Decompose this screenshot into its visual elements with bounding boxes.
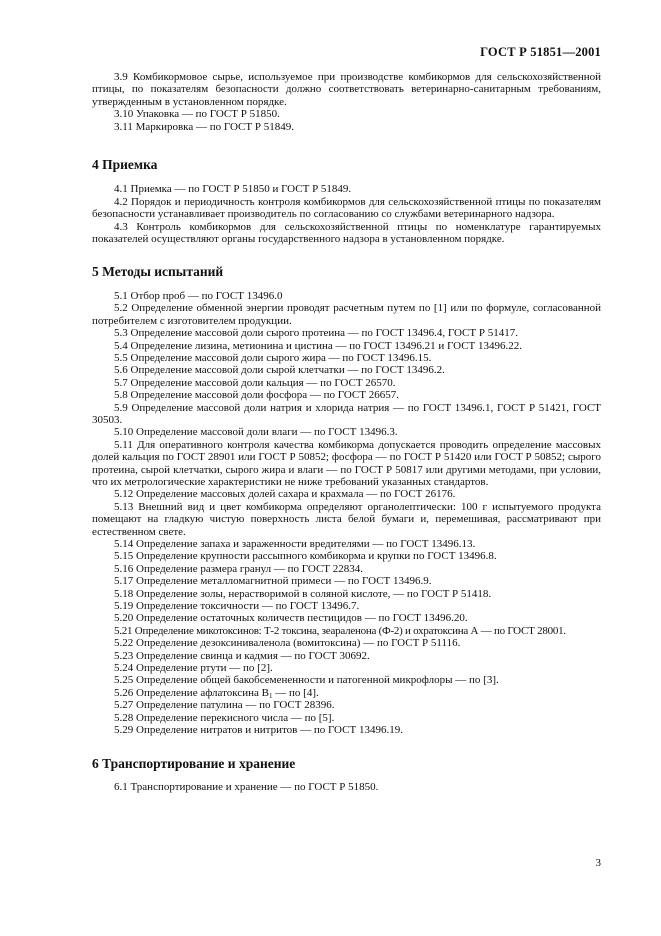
clause-5-17: 5.17 Определение металломагнитной примеси — по ГОСТ 13496.9. [114,575,432,588]
clause-5-25: 5.25 Определение общей бакобсемененности и патогенной микрофлоры — по [3]. [114,674,499,687]
clause-5-18: 5.18 Определение золы, нерастворимой в соляной кислоте, — по ГОСТ Р 51418. [114,587,492,600]
document-body [92,71,601,793]
section-6-title: 6 Транспортирование и хранение [92,755,296,771]
clause-5-12: 5.12 Определение массовых долей сахара и крахмала — по ГОСТ 26176. [114,488,456,501]
clause-5-26-ref: — по [4]. [272,686,319,699]
clause-5-21: 5.21 Определение микотоксинов: Т-2 токсина, зеараленона (Ф-2) и охратоксина А — по ГОСТ 28001. [114,624,566,637]
clause-5-10: 5.10 Определение массовой доли влаги — по ГОСТ 13496.3. [114,426,398,439]
page-header-standard: ГОСТ Р 51851—2001 [480,45,601,59]
clause-6-1: 6.1 Транспортирование и хранение — по ГОСТ Р 51850. [114,780,379,793]
clause-5-8: 5.8 Определение массовой доли фосфора — по ГОСТ 26657. [114,389,399,402]
clause-5-24: 5.24 Определение ртути — по [2]. [114,662,273,675]
page-number: 3 [595,857,601,869]
section-5-title: 5 Методы испытаний [92,264,224,280]
clause-5-26 [92,687,601,699]
clause-5-16: 5.16 Определение размера гранул — по ГОСТ 22834. [114,562,364,575]
clause-5-22: 5.22 Определение дезоксиниваленола (вомитоксина) — по ГОСТ Р 51116. [114,637,461,650]
clause-5-19: 5.19 Определение токсичности — по ГОСТ 13496.7. [114,600,360,613]
clause-4-3: 4.3 Контроль комбикормов для сельскохозяйственной птицы по номенклатуре гарантируемых показателей осуществляют органы государственного надзора в установленном порядке. [92,220,601,246]
clause-5-14: 5.14 Определение запаха и зараженности вредителями — по ГОСТ 13496.13. [114,538,476,550]
clause-3-10: 3.10 Упаковка — по ГОСТ Р 51850. [114,108,280,121]
clause-5-9: 5.9 Определение массовой доли натрия и хлорида натрия — по ГОСТ 13496.1, ГОСТ Р 51421, ГОСТ 30503. [92,401,601,426]
clause-5-26-subscript: 1 [269,691,273,700]
clause-5-1: 5.1 Отбор проб — по ГОСТ 13496.0 [114,289,283,302]
clause-4-2: 4.2 Порядок и периодичность контроля комбикормов для сельскохозяйственной птицы по показателям безопасности устанавливает производитель по согласованию со службами ветеринарного надзора. [92,195,601,221]
clause-5-6: 5.6 Определение массовой доли сырой клетчатки — по ГОСТ 13496.2. [114,364,445,377]
section-4-title: 4 Приемка [92,157,158,173]
clause-5-4: 5.4 Определение лизина, метионина и цистина — по ГОСТ 13496.21 и ГОСТ 13496.22. [114,339,522,352]
clause-3-9: 3.9 Комбикормовое сырье, используемое при производстве комбикормов для сельскохозяйственной птицы, по показателям безопасности должно соответствовать ветеринарно-санитарным требованиям, утвержденным в установленном порядке. [92,71,601,108]
clause-4-1: 4.1 Приемка — по ГОСТ Р 51850 и ГОСТ Р 51849. [114,183,352,196]
clause-5-13: 5.13 Внешний вид и цвет комбикорма определяют органолептически: 100 г испытуемого продукта помещают на гладкую чистую поверхность листа белой бумаги и, перемешивая, рассматривают при естественном свете. [92,500,601,538]
clause-5-11: 5.11 Для оперативного контроля качества комбикорма допускается проводить определение массовых долей кальция по ГОСТ 28901 или ГОСТ Р 50852; фосфора — по ГОСТ Р 51420 или ГОСТ Р 50852; сырого протеина, сырой клетчатки, сырого жира и влаги — по ГОСТ Р 50817 или другими методами, при условии, что их метрологические характеристики не ниже требований указанных стандартов. [92,438,601,488]
clause-5-27: 5.27 Определение патулина — по ГОСТ 28396. [114,699,335,712]
clause-5-26-text: 5.26 Определение афлатоксина В [114,686,270,699]
clause-5-5: 5.5 Определение массовой доли сырого жира — по ГОСТ 13496.15. [114,351,432,364]
clause-5-7: 5.7 Определение массовой доли кальция — по ГОСТ 26570. [114,376,396,389]
clause-5-20: 5.20 Определение остаточных количеств пестицидов — по ГОСТ 13496.20. [114,612,468,625]
clause-5-23: 5.23 Определение свинца и кадмия — по ГОСТ 30692. [114,649,370,662]
clause-5-2: 5.2 Определение обменной энергии проводят расчетным путем по [1] или по формуле, согласованной потребителем с изготовителем продукции. [92,302,601,327]
clause-5-15: 5.15 Определение крупности рассыпного комбикорма и крупки по ГОСТ 13496.8. [114,550,497,563]
clause-5-29: 5.29 Определение нитратов и нитритов — по ГОСТ 13496.19. [114,724,403,737]
clause-3-11: 3.11 Маркировка — по ГОСТ Р 51849. [114,120,294,133]
clause-5-28: 5.28 Определение перекисного числа — по [5]. [114,711,335,724]
clause-5-3: 5.3 Определение массовой доли сырого протеина — по ГОСТ 13496.4, ГОСТ Р 51417. [114,327,518,340]
